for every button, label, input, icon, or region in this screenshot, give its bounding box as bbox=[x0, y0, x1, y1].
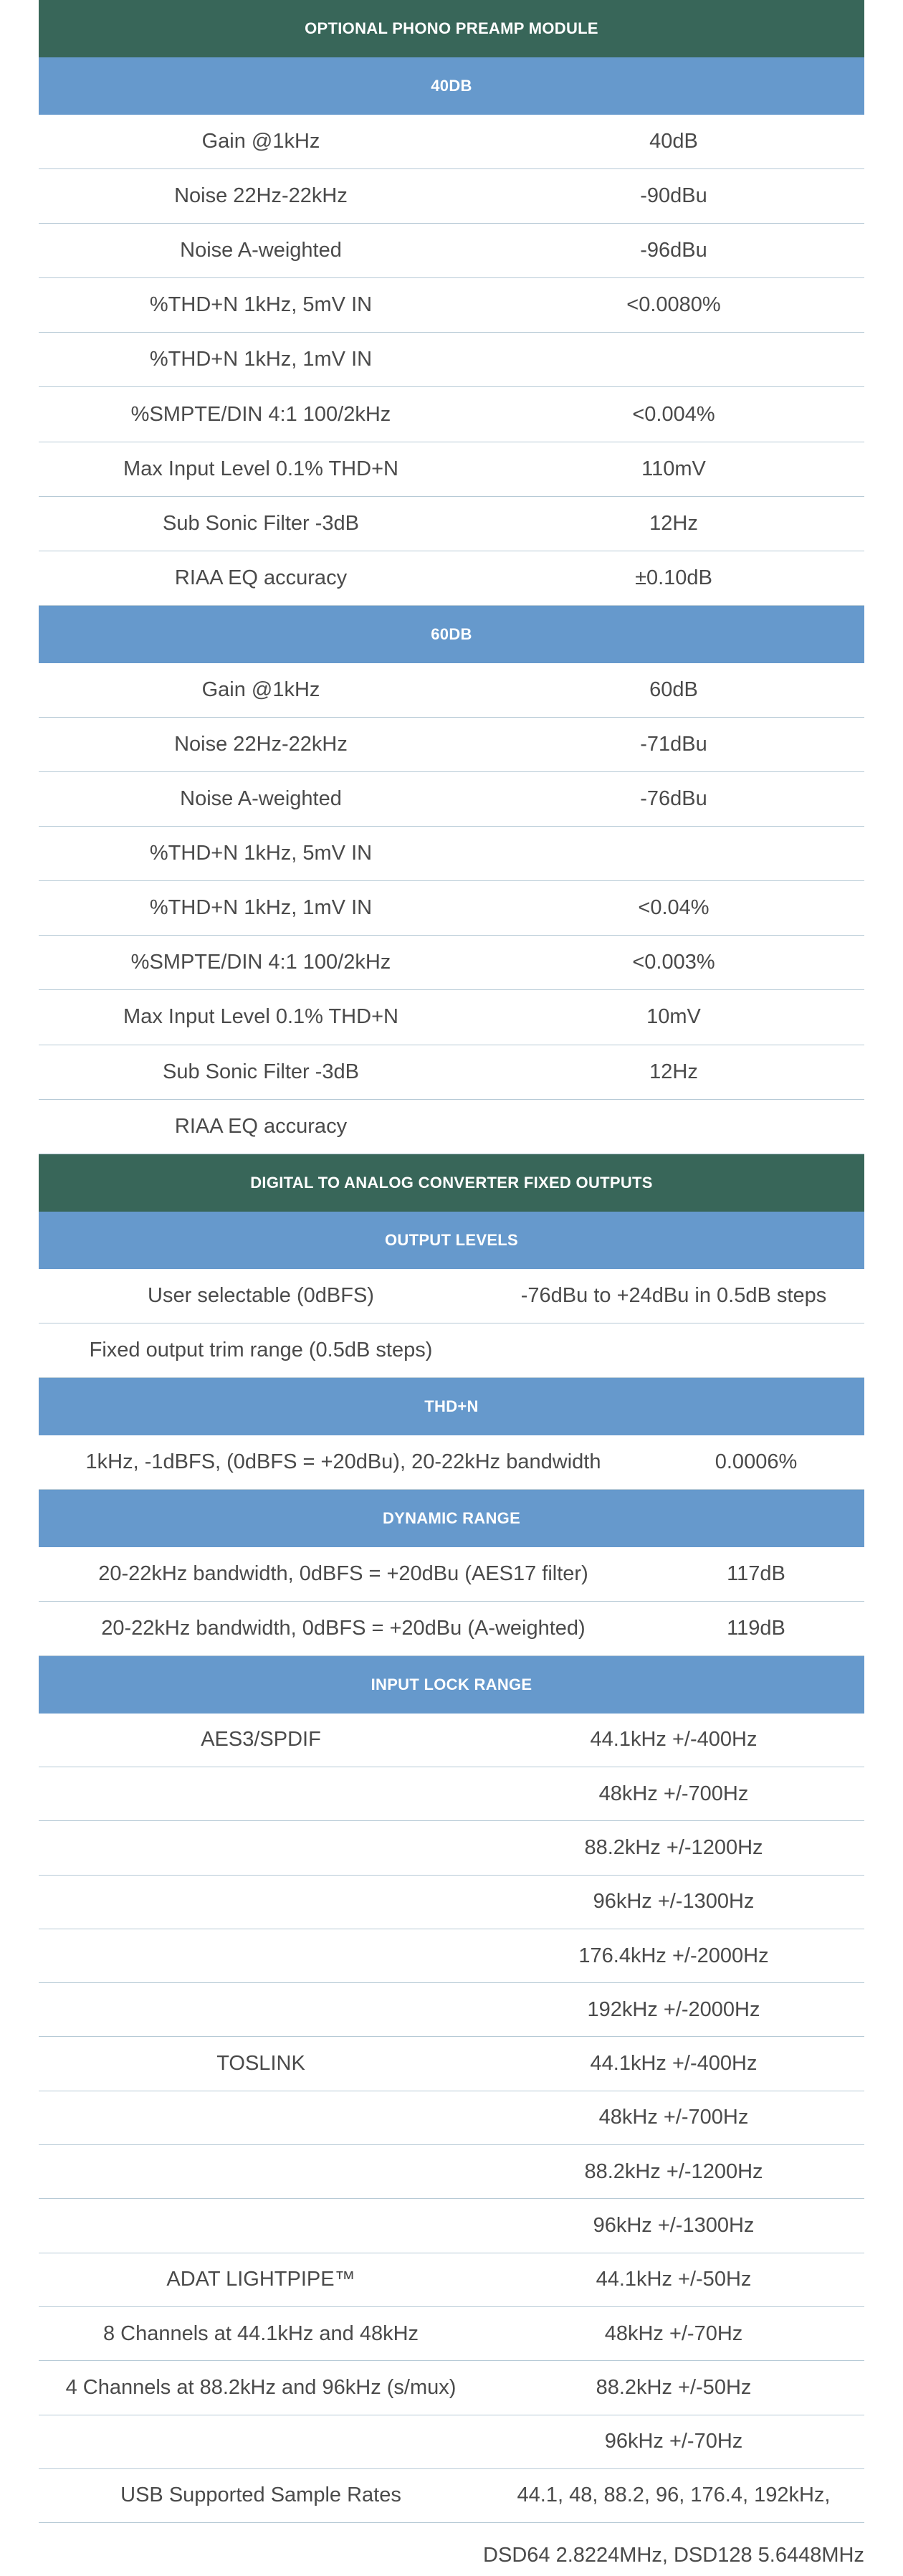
spec-value: 40dB bbox=[649, 130, 698, 153]
spec-value: 192kHz +/-2000Hz bbox=[587, 1997, 760, 2021]
spec-label: Noise A-weighted bbox=[180, 239, 342, 262]
spec-value: DSD64 2.8224MHz, DSD128 5.6448MHz bbox=[483, 2544, 864, 2567]
spec-row bbox=[39, 1767, 864, 1821]
spec-row bbox=[39, 990, 864, 1045]
spec-label: 20-22kHz bandwidth, 0dBFS = +20dBu (A-weighted) bbox=[101, 1616, 586, 1640]
spec-row bbox=[39, 2199, 864, 2253]
spec-value: 88.2kHz +/-50Hz bbox=[596, 2375, 752, 2399]
spec-value: <0.003% bbox=[632, 951, 715, 974]
group-header: DYNAMIC RANGE bbox=[39, 1490, 864, 1547]
spec-label: 4 Channels at 88.2kHz and 96kHz (s/mux) bbox=[65, 2375, 457, 2399]
section-header: OPTIONAL PHONO PREAMP MODULE bbox=[39, 0, 864, 57]
spec-row bbox=[39, 1602, 864, 1656]
spec-row bbox=[39, 169, 864, 224]
spec-value: -90dBu bbox=[640, 184, 707, 208]
spec-value: 12Hz bbox=[649, 1060, 698, 1083]
spec-value: 48kHz +/-70Hz bbox=[604, 2321, 743, 2345]
spec-value: 96kHz +/-70Hz bbox=[604, 2430, 743, 2453]
spec-row bbox=[39, 2091, 864, 2145]
spec-value: 44.1kHz +/-50Hz bbox=[596, 2268, 752, 2291]
spec-label: RIAA EQ accuracy bbox=[174, 566, 348, 589]
spec-label: Gain @1kHz bbox=[201, 130, 320, 153]
spec-label: USB Supported Sample Rates bbox=[120, 2484, 401, 2507]
spec-row bbox=[39, 663, 864, 718]
spec-row bbox=[39, 2145, 864, 2199]
spec-row bbox=[39, 881, 864, 936]
spec-label: %THD+N 1kHz, 1mV IN bbox=[149, 896, 373, 920]
spec-value: -76dBu bbox=[640, 787, 707, 811]
spec-label: Noise 22Hz-22kHz bbox=[174, 732, 348, 756]
spec-value: 0.0006% bbox=[715, 1450, 798, 1473]
spec-row bbox=[39, 387, 864, 442]
spec-row bbox=[39, 333, 864, 387]
spec-row bbox=[39, 1269, 864, 1323]
spec-value: 96kHz +/-1300Hz bbox=[593, 1890, 755, 1914]
spec-value: -96dBu bbox=[640, 239, 707, 262]
spec-label: 20-22kHz bandwidth, 0dBFS = +20dBu (AES17 filter) bbox=[98, 1562, 588, 1585]
spec-sheet bbox=[39, 0, 864, 2576]
spec-row bbox=[39, 2307, 864, 2361]
spec-value: 117dB bbox=[727, 1562, 785, 1585]
spec-value: 44.1, 48, 88.2, 96, 176.4, 192kHz, bbox=[517, 2484, 831, 2507]
section-header: DIGITAL TO ANALOG CONVERTER FIXED OUTPUTS bbox=[39, 1154, 864, 1212]
spec-row bbox=[39, 2415, 864, 2469]
group-header: OUTPUT LEVELS bbox=[39, 1212, 864, 1269]
spec-label: 8 Channels at 44.1kHz and 48kHz bbox=[102, 2321, 419, 2345]
spec-row bbox=[39, 278, 864, 333]
spec-label: User selectable (0dBFS) bbox=[148, 1283, 374, 1307]
spec-value: 48kHz +/-700Hz bbox=[598, 2106, 749, 2129]
spec-label: Gain @1kHz bbox=[201, 678, 320, 701]
spec-label: Noise 22Hz-22kHz bbox=[174, 184, 348, 208]
spec-value: -76dBu to +24dBu in 0.5dB steps bbox=[520, 1283, 827, 1307]
spec-row bbox=[39, 1983, 864, 2037]
group-header: 60DB bbox=[39, 606, 864, 663]
spec-row bbox=[39, 1876, 864, 1929]
spec-row bbox=[39, 1821, 864, 1875]
spec-row bbox=[39, 1714, 864, 1767]
spec-value: 60dB bbox=[649, 678, 698, 701]
spec-row bbox=[39, 1323, 864, 1378]
spec-row bbox=[39, 2361, 864, 2415]
spec-label: ADAT LIGHTPIPE™ bbox=[166, 2268, 355, 2291]
spec-row bbox=[39, 827, 864, 881]
spec-row bbox=[39, 224, 864, 278]
spec-row bbox=[39, 936, 864, 990]
spec-row bbox=[39, 718, 864, 772]
spec-label: Max Input Level 0.1% THD+N bbox=[123, 457, 398, 480]
spec-value: <0.0080% bbox=[626, 293, 721, 317]
spec-value: 176.4kHz +/-2000Hz bbox=[578, 1944, 769, 1967]
spec-label: AES3/SPDIF bbox=[201, 1728, 321, 1752]
spec-row bbox=[39, 2037, 864, 2091]
group-header: 40DB bbox=[39, 57, 864, 115]
spec-label: %SMPTE/DIN 4:1 100/2kHz bbox=[130, 402, 391, 426]
spec-row bbox=[39, 442, 864, 497]
spec-row bbox=[39, 497, 864, 551]
spec-label: TOSLINK bbox=[216, 2052, 305, 2076]
spec-row bbox=[39, 1929, 864, 1983]
spec-row bbox=[39, 772, 864, 827]
spec-value: 96kHz +/-1300Hz bbox=[593, 2214, 755, 2237]
spec-value: -71dBu bbox=[640, 732, 707, 756]
spec-value: 44.1kHz +/-400Hz bbox=[590, 2052, 758, 2076]
spec-value: 10mV bbox=[646, 1005, 701, 1029]
spec-label: RIAA EQ accuracy bbox=[174, 1114, 348, 1138]
spec-value: <0.04% bbox=[638, 896, 710, 920]
spec-row bbox=[39, 1045, 864, 1100]
spec-label: 1kHz, -1dBFS, (0dBFS = +20dBu), 20-22kHz bandwidth bbox=[85, 1450, 601, 1473]
group-header: INPUT LOCK RANGE bbox=[39, 1656, 864, 1714]
spec-label: Sub Sonic Filter -3dB bbox=[162, 511, 359, 535]
spec-label: Max Input Level 0.1% THD+N bbox=[123, 1005, 398, 1029]
spec-label: Noise A-weighted bbox=[180, 787, 342, 811]
spec-label: %THD+N 1kHz, 1mV IN bbox=[149, 348, 373, 371]
spec-row bbox=[39, 1435, 864, 1490]
spec-row bbox=[39, 1100, 864, 1154]
spec-value: 48kHz +/-700Hz bbox=[598, 1782, 749, 1805]
spec-value: 88.2kHz +/-1200Hz bbox=[584, 1835, 763, 1859]
spec-value: 119dB bbox=[727, 1616, 785, 1640]
group-header: THD+N bbox=[39, 1378, 864, 1435]
spec-value: ±0.10dB bbox=[635, 566, 712, 589]
spec-value: 110mV bbox=[641, 457, 706, 480]
spec-label: Fixed output trim range (0.5dB steps) bbox=[89, 1338, 433, 1361]
spec-value: 88.2kHz +/-1200Hz bbox=[584, 2159, 763, 2183]
spec-label: %THD+N 1kHz, 5mV IN bbox=[149, 842, 373, 865]
spec-row bbox=[39, 1547, 864, 1602]
spec-row bbox=[39, 115, 864, 169]
spec-value: <0.004% bbox=[632, 402, 715, 426]
spec-value: 44.1kHz +/-400Hz bbox=[590, 1728, 758, 1752]
spec-label: %THD+N 1kHz, 5mV IN bbox=[149, 293, 373, 317]
spec-row bbox=[39, 2253, 864, 2307]
spec-row bbox=[39, 2469, 864, 2523]
spec-row bbox=[39, 551, 864, 606]
spec-label: Sub Sonic Filter -3dB bbox=[162, 1060, 359, 1083]
spec-row bbox=[39, 2523, 864, 2576]
spec-label: %SMPTE/DIN 4:1 100/2kHz bbox=[130, 951, 391, 974]
spec-value: 12Hz bbox=[649, 511, 698, 535]
